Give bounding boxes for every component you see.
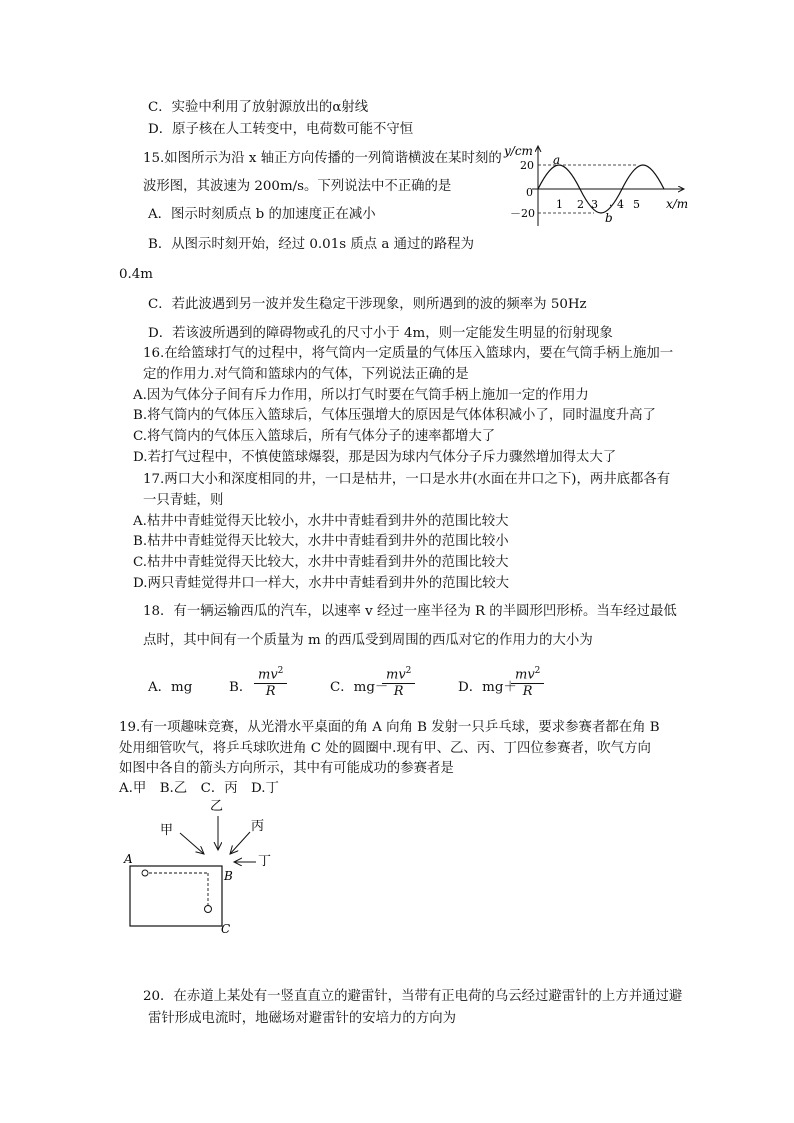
- target-circle: [205, 906, 212, 913]
- q17-stem-line2: 一只青蛙，则: [143, 493, 224, 508]
- graph-x4-dot: ·: [609, 201, 613, 212]
- graph-ylabel: y/cm: [504, 144, 533, 158]
- graph-xtick-2: 2: [577, 198, 584, 211]
- q15-option-b-line1: B．从图示时刻开始，经过 0.01s 质点 a 通过的路程为: [148, 237, 474, 252]
- graph-origin: 0: [526, 186, 533, 199]
- graph-ytick-neg20: －20: [510, 207, 535, 220]
- q18-stem-line2: 点时，其中间有一个质量为 m 的西瓜受到周围的西瓜对它的作用力的大小为: [143, 633, 593, 648]
- q19-options: A.甲 B.乙 C．丙 D.丁: [119, 781, 279, 796]
- q19-stem-line3: 如图中各自的箭头方向所示，其中有可能成功的参赛者是: [119, 761, 454, 776]
- q15-option-a: A．图示时刻质点 b 的加速度正在减小: [148, 207, 376, 222]
- q18-fraction-b: $\frac{mv^2}{R}$: [254, 663, 287, 700]
- graph-point-b: b: [605, 211, 613, 225]
- corner-c-label: C: [221, 922, 231, 936]
- q16-option-b: B.将气筒内的气体压入篮球后，气体压强增大的原因是气体体积减小了，同时温度升高了: [133, 408, 656, 423]
- graph-xtick-1: 1: [556, 198, 563, 211]
- q18-option-a: A．mg: [148, 680, 193, 695]
- q19-stem-line1: 19.有一项趣味竞赛，从光滑水平桌面的角 A 向角 B 发射一只乒乓球，要求参赛者都在角 B: [119, 720, 660, 735]
- q20-stem-line2: 雷针形成电流时，地磁场对避雷针的安培力的方向为: [148, 1011, 456, 1026]
- q17-stem-line1: 17.两口大小和深度相同的井，一口是枯井，一口是水井(水面在井口之下)，两井底都各有: [143, 472, 671, 487]
- q16-option-c: C.将气筒内的气体压入篮球后，所有气体分子的速率都增大了: [133, 429, 496, 444]
- graph-ytick-20: 20: [520, 159, 534, 172]
- wave-graph: [498, 140, 698, 232]
- q14-option-d: D．原子核在人工转变中，电荷数可能不守恒: [148, 122, 414, 137]
- q15-stem-line2: 波形图，其波速为 200m/s。下列说法中不正确的是: [143, 179, 452, 194]
- q16-stem-line2: 定的作用力.对气筒和篮球内的气体，下列说法正确的是: [143, 367, 469, 382]
- q16-option-a: A.因为气体分子间有斥力作用，所以打气时要在气筒手柄上施加一定的作用力: [133, 388, 589, 403]
- q14-option-c: C．实验中利用了放射源放出的α射线: [148, 100, 369, 115]
- q18-option-d-label: D．mg＋: [458, 680, 517, 695]
- corner-b-label: B: [224, 869, 233, 883]
- q18-fraction-c: $\frac{mv^2}{R}$: [382, 663, 415, 700]
- q15-option-b-line2: 0.4m: [119, 267, 153, 282]
- table-figure: [118, 796, 308, 942]
- q16-option-d: D.若打气过程中，不慎使篮球爆裂，那是因为球内气体分子斥力骤然增加得太大了: [133, 450, 617, 465]
- q18-stem-line1: 18．有一辆运输西瓜的汽车，以速率 v 经过一座半径为 R 的半圆形凹形桥。当车经过最低: [143, 604, 677, 619]
- ping-pong-ball: [142, 870, 148, 876]
- graph-xlabel: x/m: [666, 197, 689, 211]
- arrow-jia: [180, 833, 204, 854]
- graph-xtick-4: 4: [617, 198, 624, 211]
- label-bing: 丙: [251, 819, 265, 834]
- q18-fraction-d: $\frac{mv^2}{R}$: [511, 663, 544, 700]
- arrow-bing: [230, 832, 250, 854]
- q15-stem-line1: 15.如图所示为沿 x 轴正方向传播的一列简谐横波在某时刻的: [143, 151, 502, 166]
- q18-option-b-label: B．: [229, 680, 253, 695]
- corner-a-label: A: [124, 852, 133, 866]
- graph-point-a: a: [553, 153, 561, 167]
- q17-option-a: A.枯井中青蛙觉得天比较小，水井中青蛙看到井外的范围比较大: [133, 514, 509, 529]
- q16-stem-line1: 16.在给篮球打气的过程中，将气筒内一定质量的气体压入篮球内，要在气筒手柄上施加一: [143, 346, 674, 361]
- label-ding: 丁: [258, 854, 272, 869]
- q18-option-c-label: C．mg－: [330, 680, 389, 695]
- label-jia: 甲: [160, 823, 174, 838]
- q17-option-d: D.两只青蛙觉得井口一样大，水井中青蛙看到井外的范围比较大: [133, 576, 510, 591]
- q15-option-c: C．若此波遇到另一波并发生稳定干涉现象，则所遇到的波的频率为 50Hz: [148, 297, 587, 312]
- q17-option-c: C.枯井中青蛙觉得天比较大，水井中青蛙看到井外的范围比较大: [133, 555, 509, 570]
- label-yi: 乙: [210, 799, 224, 814]
- q19-stem-line2: 处用细管吹气，将乒乓球吹进角 C 处的圆圈中.现有甲、乙、丙、丁四位参赛者，吹气方向: [119, 741, 651, 756]
- q15-option-d: D．若该波所遇到的障碍物或孔的尺寸小于 4m，则一定能发生明显的衍射现象: [148, 326, 613, 341]
- graph-xtick-5: 5: [633, 198, 640, 211]
- q20-stem-line1: 20．在赤道上某处有一竖直直立的避雷针，当带有正电荷的乌云经过避雷针的上方并通过避: [143, 989, 683, 1004]
- q17-option-b: B.枯井中青蛙觉得天比较大，水井中青蛙看到井外的范围比较小: [133, 534, 509, 549]
- graph-xtick-3: 3: [591, 198, 598, 211]
